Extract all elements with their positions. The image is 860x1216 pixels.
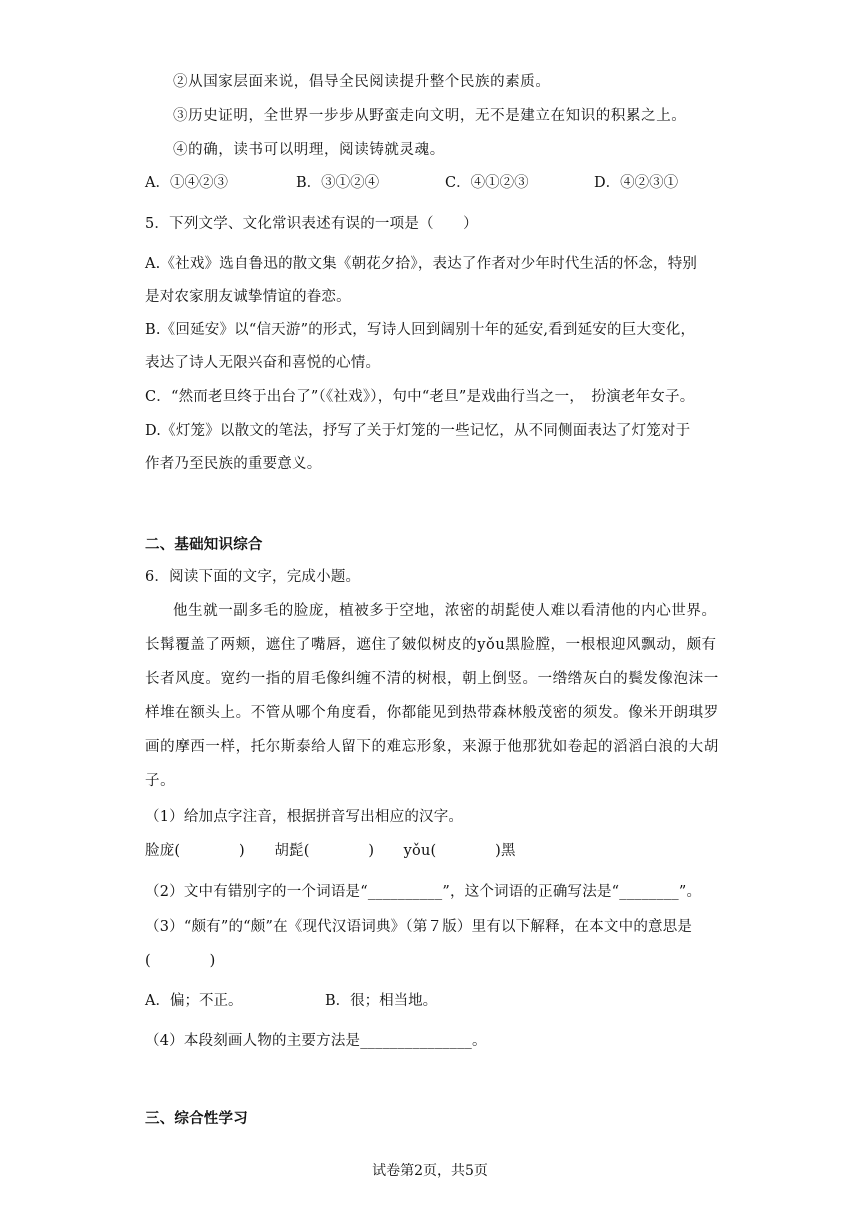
- q4-sentence-4: ④的确，读书可以明理，阅读铸就灵魂。: [173, 142, 445, 158]
- q6-sub3-line1: （3）“颇有”的“颇”在《现代汉语词典》（第７版）里有以下解释，在本文中的意思是: [145, 919, 693, 935]
- q6-passage-line6: 子。: [145, 773, 176, 789]
- q4-option-c: C．④①②③: [445, 175, 529, 191]
- q5-stem: 5．下列文学、文化常识表述有误的一项是（ ）: [145, 216, 478, 232]
- q4-sentence-2: ②从国家层面来说，倡导全民阅读提升整个民族的素质。: [173, 74, 551, 90]
- q6-sub1-fill: 脸庞( ) 胡髭( ) yǒu( )黑: [145, 843, 516, 859]
- q6-sub1: （1）给加点字注音，根据拼音写出相应的汉字。: [145, 809, 464, 825]
- page-footer: 试卷第2页，共5页: [372, 1163, 488, 1179]
- q6-passage-line1: 他生就一副多毛的脸庞，植被多于空地，浓密的胡髭使人难以看清他的内心世界。: [173, 603, 717, 619]
- q5-option-d-line2: 作者乃至民族的重要意义。: [145, 456, 322, 472]
- q6-sub3-option-b: B．很；相当地。: [325, 993, 438, 1009]
- q6-sub3-line2: ( ): [145, 953, 216, 969]
- q6-passage-line2: 长髯覆盖了两颊，遮住了嘴唇，遮住了皴似树皮的yǒu黑脸膛，一根根迎风飘动，颇有: [145, 637, 717, 653]
- q4-option-b: B．③①②④: [296, 175, 380, 191]
- q5-option-c: C．“然而老旦终于出台了”（《社戏》），句中“老旦”是戏曲行当之一， 扮演老年女子。: [145, 389, 695, 405]
- section-2-title: 二、基础知识综合: [145, 536, 263, 553]
- q4-sentence-3: ③历史证明，全世界一步步从野蛮走向文明，无不是建立在知识的积累之上。: [173, 108, 687, 124]
- q6-passage-line5: 画的摩西一样，托尔斯泰给人留下的难忘形象，来源于他那犹如卷起的滔滔白浪的大胡: [145, 739, 719, 755]
- q4-option-a: A．①④②③: [145, 175, 228, 191]
- q6-sub2: （2）文中有错别字的一个词语是“__________”，这个词语的正确写法是“________”。: [145, 884, 702, 900]
- section-3-title: 三、综合性学习: [145, 1110, 248, 1127]
- q6-stem: 6．阅读下面的文字，完成小题。: [145, 569, 361, 585]
- q4-option-d: D．④②③①: [594, 175, 679, 191]
- q5-option-b-line1: B.《回延安》以“信天游”的形式，写诗人回到阔别十年的延安,看到延安的巨大变化，: [145, 322, 696, 338]
- q6-sub4: （4）本段刻画人物的主要方法是_______________。: [145, 1033, 487, 1049]
- q6-passage-line4: 样堆在额头上。不管从哪个角度看，你都能见到热带森林般茂密的须发。像米开朗琪罗: [145, 705, 719, 721]
- q5-option-a-line2: 是对农家朋友诚挚情谊的眷恋。: [145, 289, 351, 305]
- q5-option-b-line2: 表达了诗人无限兴奋和喜悦的心情。: [145, 355, 381, 371]
- q6-passage-line3: 长者风度。宽约一指的眉毛像纠缠不清的树根，朝上倒竖。一绺绺灰白的鬓发像泡沫一: [145, 671, 719, 687]
- q5-option-d-line1: D.《灯笼》以散文的笔法，抒写了关于灯笼的一些记忆，从不同侧面表达了灯笼对于: [145, 423, 691, 439]
- q6-sub3-option-a: A．偏；不正。: [145, 993, 243, 1009]
- q5-option-a-line1: A.《社戏》选自鲁迅的散文集《朝花夕拾》，表达了作者对少年时代生活的怀念，特别: [145, 256, 698, 272]
